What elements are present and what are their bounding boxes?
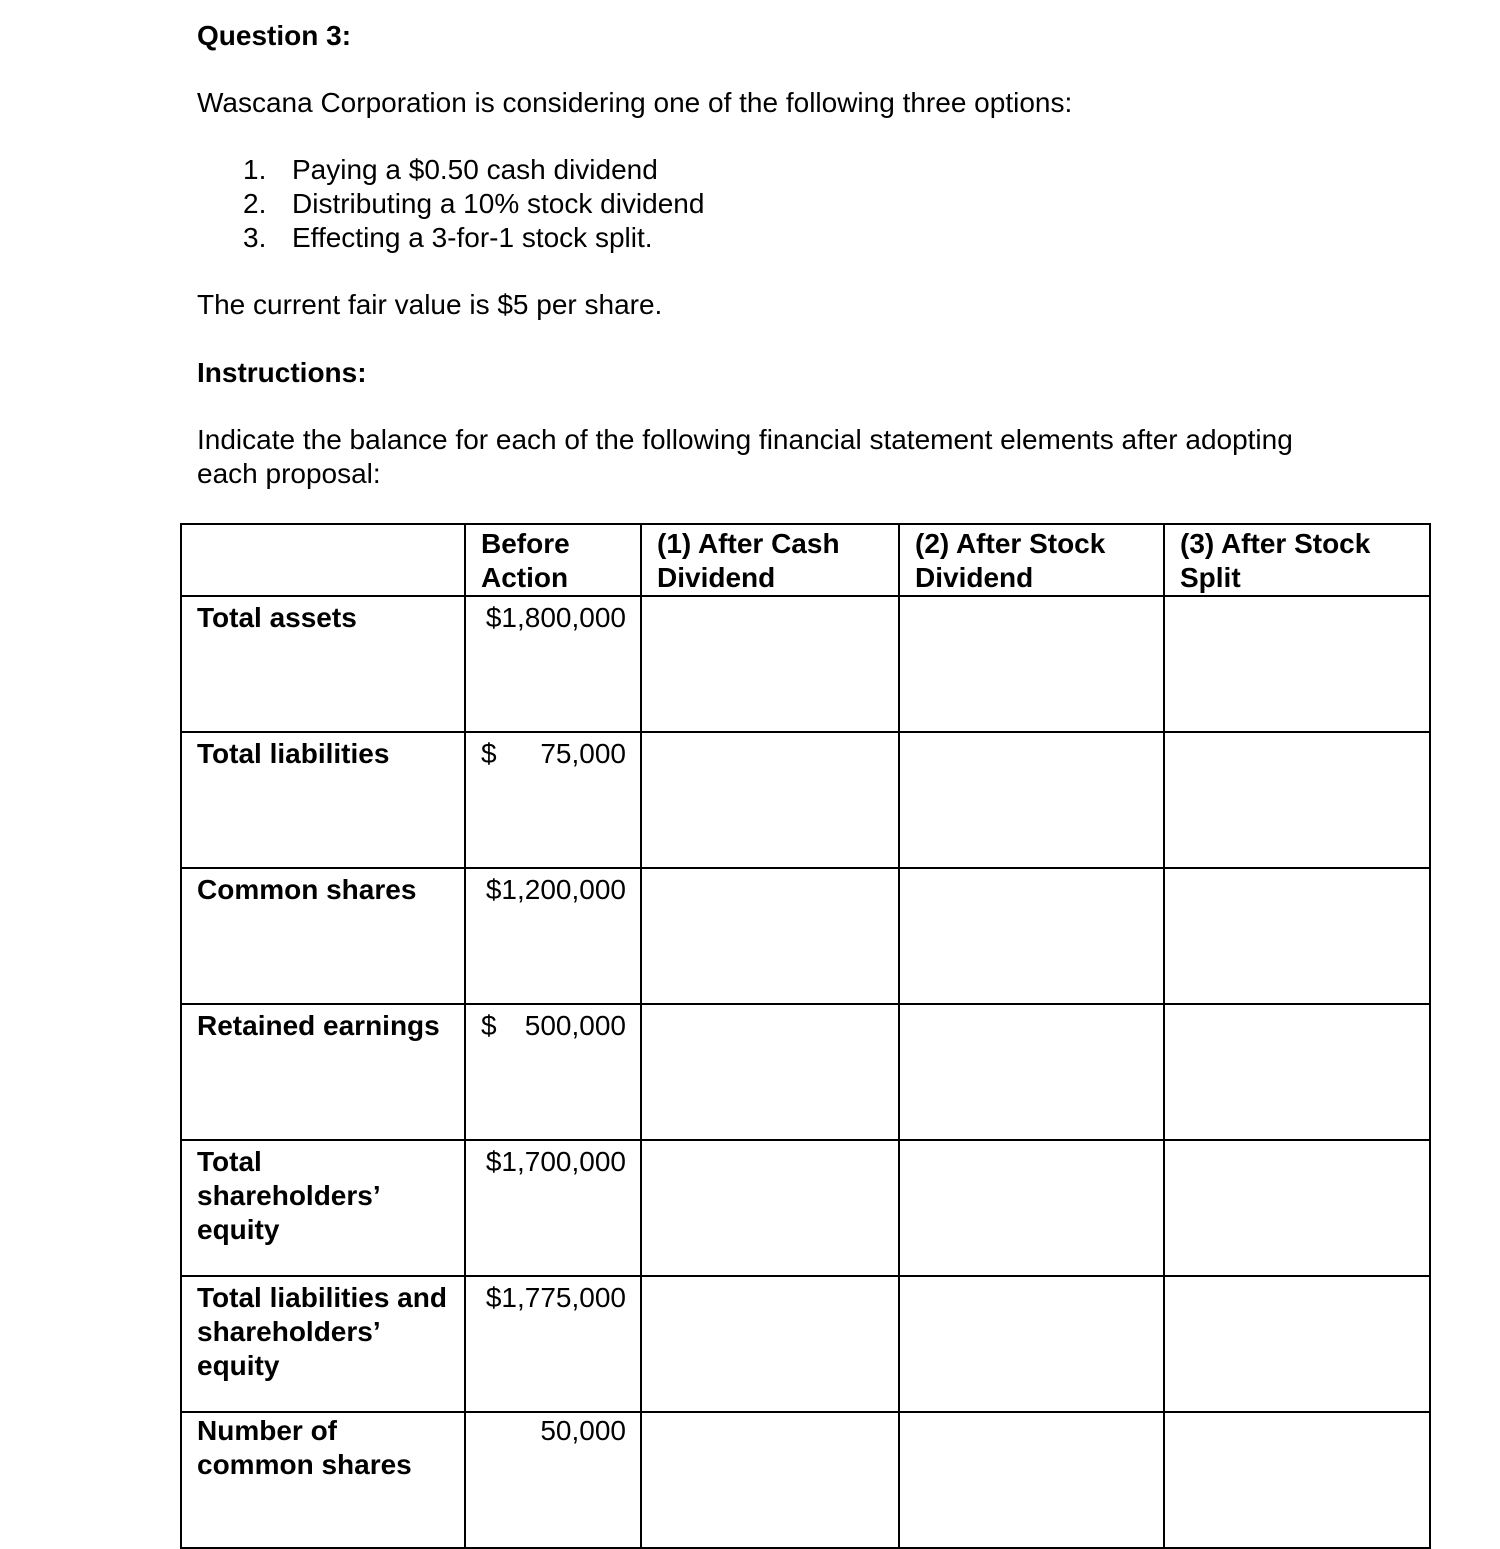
answer-cell-stock-split[interactable] [1164,868,1430,1004]
table-row [181,1004,1430,1140]
intro-text: Wascana Corporation is considering one of the following three options: [197,87,1073,118]
amount: 500,000 [524,1010,626,1041]
question-title: Question 3: [197,20,352,51]
list-item: 1. Paying a $0.50 cash dividend [243,154,658,185]
answer-cell-cash-dividend[interactable] [641,1276,899,1412]
answer-cell-stock-dividend[interactable] [899,1004,1164,1140]
answer-cell-stock-split[interactable] [1164,1412,1430,1548]
table-row [181,1276,1430,1412]
row-label: Number of common shares [181,1412,465,1548]
amount: 75,000 [540,738,626,769]
balance-table [180,523,1431,1549]
options-list [243,153,704,255]
instructions-title: Instructions: [197,357,367,388]
before-value: 50,000 [465,1412,641,1548]
list-item: 3. Effecting a 3-for-1 stock split. [243,222,653,253]
row-label: Total liabilities [181,732,465,868]
before-value [465,732,641,868]
answer-cell-stock-dividend[interactable] [899,1140,1164,1276]
table-row [181,1412,1430,1548]
answer-cell-stock-split[interactable] [1164,596,1430,732]
answer-cell-cash-dividend[interactable] [641,868,899,1004]
before-value: $1,700,000 [465,1140,641,1276]
answer-cell-cash-dividend[interactable] [641,1140,899,1276]
table-row [181,1140,1430,1276]
table-row [181,732,1430,868]
answer-cell-stock-dividend[interactable] [899,1276,1164,1412]
answer-cell-cash-dividend[interactable] [641,1412,899,1548]
before-value: $1,800,000 [465,596,641,732]
answer-cell-stock-split[interactable] [1164,732,1430,868]
before-value [465,1004,641,1140]
header-after-cash-dividend: (1) After Cash Dividend [641,524,899,596]
answer-cell-stock-dividend[interactable] [899,596,1164,732]
row-label: Total shareholders’ equity [181,1140,465,1276]
answer-cell-stock-split[interactable] [1164,1004,1430,1140]
table-header-row [181,524,1430,596]
table-row [181,868,1430,1004]
list-item: 2. Distributing a 10% stock dividend [243,188,705,219]
currency-symbol: $ [481,1010,497,1041]
header-before-action: Before Action [465,524,641,596]
row-label: Retained earnings [181,1004,465,1140]
answer-cell-cash-dividend[interactable] [641,596,899,732]
row-label: Common shares [181,868,465,1004]
before-value: $1,775,000 [465,1276,641,1412]
answer-cell-stock-dividend[interactable] [899,1412,1164,1548]
header-cell-blank [181,524,465,596]
answer-cell-cash-dividend[interactable] [641,732,899,868]
instructions-text-2: each proposal: [197,458,381,489]
answer-cell-stock-dividend[interactable] [899,732,1164,868]
answer-cell-stock-split[interactable] [1164,1140,1430,1276]
header-after-stock-split: (3) After Stock Split [1164,524,1430,596]
row-label: Total assets [181,596,465,732]
instructions-text-1: Indicate the balance for each of the following financial statement elements after adopting [197,424,1293,455]
table-row [181,596,1430,732]
answer-cell-cash-dividend[interactable] [641,1004,899,1140]
fair-value-text: The current fair value is $5 per share. [197,289,663,320]
answer-cell-stock-dividend[interactable] [899,868,1164,1004]
answer-cell-stock-split[interactable] [1164,1276,1430,1412]
before-value: $1,200,000 [465,868,641,1004]
currency-symbol: $ [481,738,497,769]
header-after-stock-dividend: (2) After Stock Dividend [899,524,1164,596]
row-label: Total liabilities and shareholders’ equity [181,1276,465,1412]
